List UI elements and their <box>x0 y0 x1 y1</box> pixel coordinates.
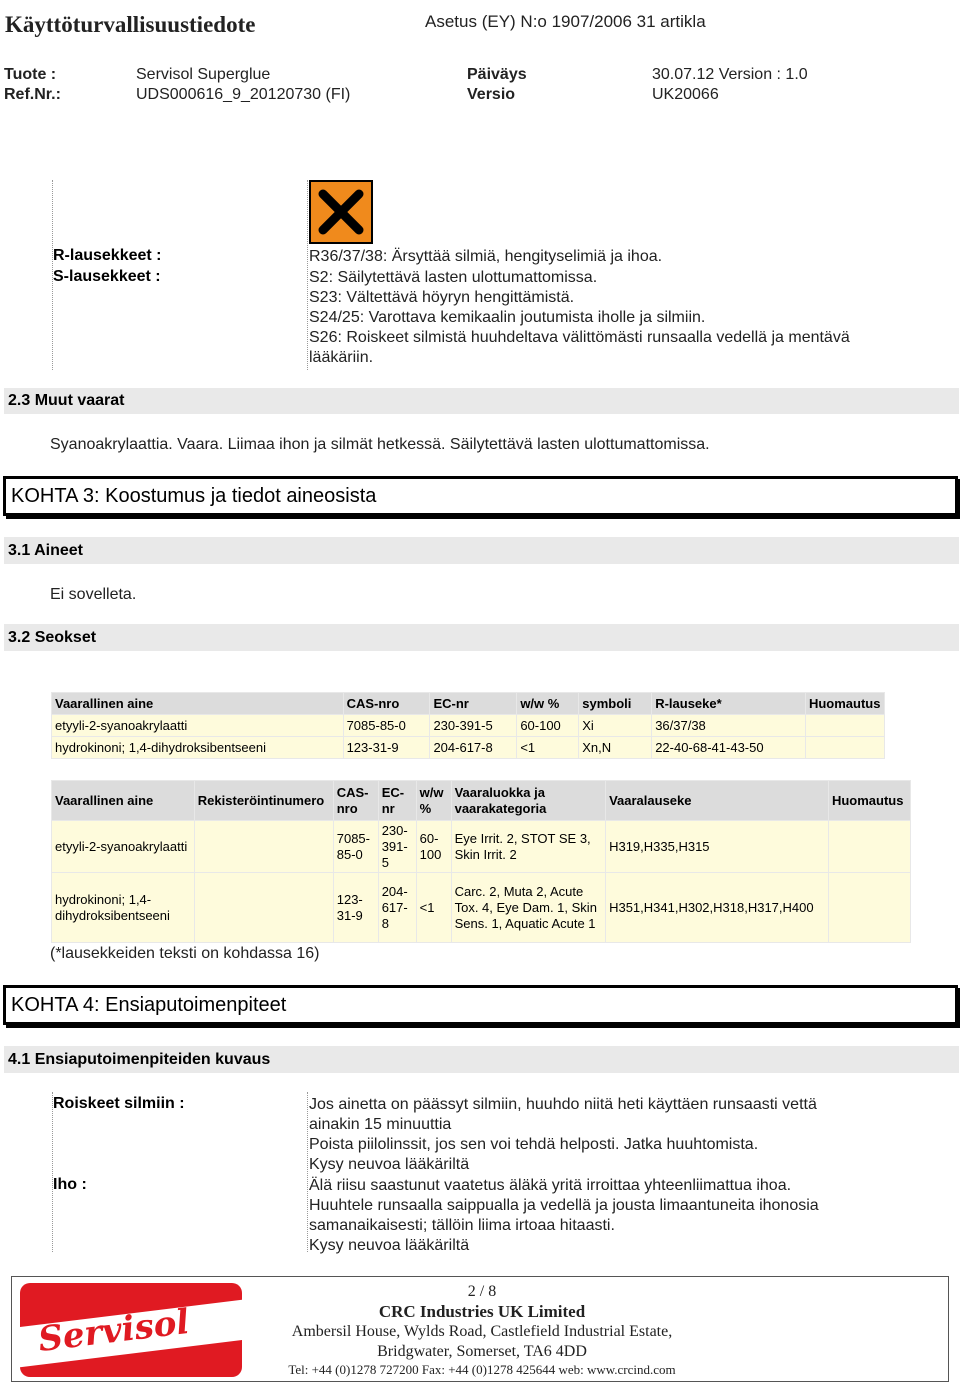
table-cell: <1 <box>416 873 451 943</box>
section-4-1-heading: 4.1 Ensiaputoimenpiteiden kuvaus <box>4 1046 959 1073</box>
eye-contact-text <box>309 1095 817 1175</box>
s-phrases-list <box>309 268 850 368</box>
refnr-label: Ref.Nr.: <box>4 86 61 103</box>
table-cell: Xi <box>579 715 652 737</box>
page-number: 2 / 8 <box>467 1283 497 1300</box>
table-cell: <1 <box>517 737 579 759</box>
logo-text: Servisol <box>36 1301 192 1361</box>
company-name: CRC Industries UK Limited <box>378 1302 586 1321</box>
column-header: CAS-nro <box>333 781 378 821</box>
table-cell <box>805 715 884 737</box>
product-value: Servisol Superglue <box>136 66 271 83</box>
column-header: Huomautus <box>805 693 884 715</box>
table-cell: H319,H335,H315 <box>606 821 829 873</box>
section-3-2-heading: 3.2 Seokset <box>4 624 959 651</box>
column-header: symboli <box>579 693 652 715</box>
company-contact: Tel: +44 (0)1278 727200 Fax: +44 (0)1278 425644 web: www.crcind.com <box>288 1362 676 1377</box>
section-3-1-heading: 3.1 Aineet <box>4 537 959 564</box>
eye-contact-label: Roiskeet silmiin : <box>53 1095 185 1112</box>
section-2-3-heading: 2.3 Muut vaarat <box>4 388 959 414</box>
table-cell <box>828 873 910 943</box>
servisol-logo <box>20 1283 242 1377</box>
table-row <box>52 737 885 759</box>
page-footer <box>11 1276 949 1382</box>
table-cell <box>828 821 910 873</box>
text-line: ainakin 15 minuuttia <box>309 1116 452 1133</box>
r-phrases-label: R-lausekkeet : <box>53 247 162 264</box>
table-cell: H351,H341,H302,H318,H317,H400 <box>606 873 829 943</box>
table-cell: hydrokinoni; 1,4-dihydroksibentseeni <box>52 737 344 759</box>
table-cell: 204-617-8 <box>378 873 416 943</box>
table-cell: hydrokinoni; 1,4-dihydroksibentseeni <box>52 873 195 943</box>
table-cell: 60-100 <box>517 715 579 737</box>
column-header: Vaarallinen aine <box>52 693 344 715</box>
s-phrase-line: S23: Vältettävä höyryn hengittämistä. <box>309 289 575 306</box>
column-header: Vaarallinen aine <box>52 781 195 821</box>
column-header: EC-nr <box>378 781 416 821</box>
table-cell: 7085-85-0 <box>333 821 378 873</box>
table-row <box>52 715 885 737</box>
company-address-1: Ambersil House, Wylds Road, Castlefield Industrial Estate, <box>291 1323 673 1340</box>
refnr-value: UDS000616_9_20120730 (FI) <box>136 86 351 103</box>
column-header: Vaaraluokka ja vaarakategoria <box>451 781 605 821</box>
table-cell: etyyli-2-syanoakrylaatti <box>52 821 195 873</box>
product-label: Tuote : <box>4 66 57 83</box>
text-line: Poista piilolinssit, jos sen voi tehdä helposti. Jatka huuhtomista. <box>309 1136 759 1153</box>
substances-table-clp <box>51 780 911 943</box>
column-header: R-lauseke* <box>652 693 806 715</box>
table-cell: 123-31-9 <box>333 873 378 943</box>
s-phrases-label: S-lausekkeet : <box>53 268 161 285</box>
table-cell <box>194 821 333 873</box>
text-line: Jos ainetta on päässyt silmiin, huuhdo niitä heti käyttäen runsaasti vettä <box>309 1096 817 1113</box>
s-phrase-line: S24/25: Varottava kemikaalin joutumista iholle ja silmiin. <box>309 309 706 326</box>
table-cell: 60-100 <box>416 821 451 873</box>
table-cell: Carc. 2, Muta 2, Acute Tox. 4, Eye Dam. 1, Skin Sens. 1, Aquatic Acute 1 <box>451 873 605 943</box>
table-header-row <box>52 781 911 821</box>
table-cell: etyyli-2-syanoakrylaatti <box>52 715 344 737</box>
column-header: Huomautus <box>828 781 910 821</box>
footer-text-block <box>252 1282 712 1378</box>
column-header: w/w % <box>517 693 579 715</box>
s-phrase-line: S2: Säilytettävä lasten ulottumattomissa. <box>309 269 598 286</box>
table-cell: 204-617-8 <box>430 737 517 759</box>
table-cell: 230-391-5 <box>378 821 416 873</box>
text-line: Kysy neuvoa lääkäriltä <box>309 1237 470 1254</box>
table-cell: 22-40-68-41-43-50 <box>652 737 806 759</box>
s-phrase-line: lääkäriin. <box>309 349 374 366</box>
table-cell: Xn,N <box>579 737 652 759</box>
r-phrases-text: R36/37/38: Ärsyttää silmiä, hengityselimiä ja ihoa. <box>309 248 663 265</box>
skin-contact-text <box>309 1176 819 1256</box>
harmful-irritant-x-icon <box>309 180 373 244</box>
column-header: CAS-nro <box>343 693 430 715</box>
table-cell <box>194 873 333 943</box>
text-line: Älä riisu saastunut vaatetus äläkä yritä irroittaa yhteenliimattua ihoa. <box>309 1177 792 1194</box>
text-line: samanaikaisesti; tällöin liima irtoaa hitaasti. <box>309 1217 615 1234</box>
table-header-row <box>52 693 885 715</box>
substances-table-dsd <box>51 692 885 759</box>
text-line: Huuhtele runsaalla saippualla ja vedellä ja jousta limaantuneita ihonosia <box>309 1197 819 1214</box>
table-cell: 36/37/38 <box>652 715 806 737</box>
column-header: Rekisteröintinumero <box>194 781 333 821</box>
version-value: UK20066 <box>652 86 719 103</box>
firstaid-mid-rule <box>307 1092 308 1252</box>
footnote: (*lausekkeiden teksti on kohdassa 16) <box>50 945 320 962</box>
document-title: Käyttöturvallisuustiedote <box>5 12 256 37</box>
date-value: 30.07.12 Version : 1.0 <box>652 66 808 83</box>
table-cell <box>805 737 884 759</box>
table-cell: 230-391-5 <box>430 715 517 737</box>
text-line: Kysy neuvoa lääkäriltä <box>309 1156 470 1173</box>
regulation-reference: Asetus (EY) N:o 1907/2006 31 artikla <box>425 12 706 31</box>
firstaid-left-rule <box>52 1092 53 1252</box>
skin-contact-label: Iho : <box>53 1176 87 1193</box>
column-header: w/w % <box>416 781 451 821</box>
company-address-2: Bridgwater, Somerset, TA6 4DD <box>377 1343 587 1360</box>
s-phrase-line: S26: Roiskeet silmistä huuhdeltava välittömästi runsaalla vedellä ja mentävä <box>309 329 850 346</box>
table-row <box>52 873 911 943</box>
hazard-mid-rule <box>307 180 308 370</box>
column-header: EC-nr <box>430 693 517 715</box>
date-label: Päiväys <box>467 66 527 83</box>
table-cell: 7085-85-0 <box>343 715 430 737</box>
section-4-heading: KOHTA 4: Ensiaputoimenpiteet <box>3 985 958 1025</box>
version-label: Versio <box>467 86 516 103</box>
table-row <box>52 821 911 873</box>
column-header: Vaaralauseke <box>606 781 829 821</box>
section-3-1-text: Ei sovelleta. <box>50 586 137 603</box>
table-cell: 123-31-9 <box>343 737 430 759</box>
section-3-heading: KOHTA 3: Koostumus ja tiedot aineosista <box>3 476 958 516</box>
section-2-3-text: Syanoakrylaattia. Vaara. Liimaa ihon ja silmät hetkessä. Säilytettävä lasten ulottumattomissa. <box>50 436 710 453</box>
table-cell: Eye Irrit. 2, STOT SE 3, Skin Irrit. 2 <box>451 821 605 873</box>
